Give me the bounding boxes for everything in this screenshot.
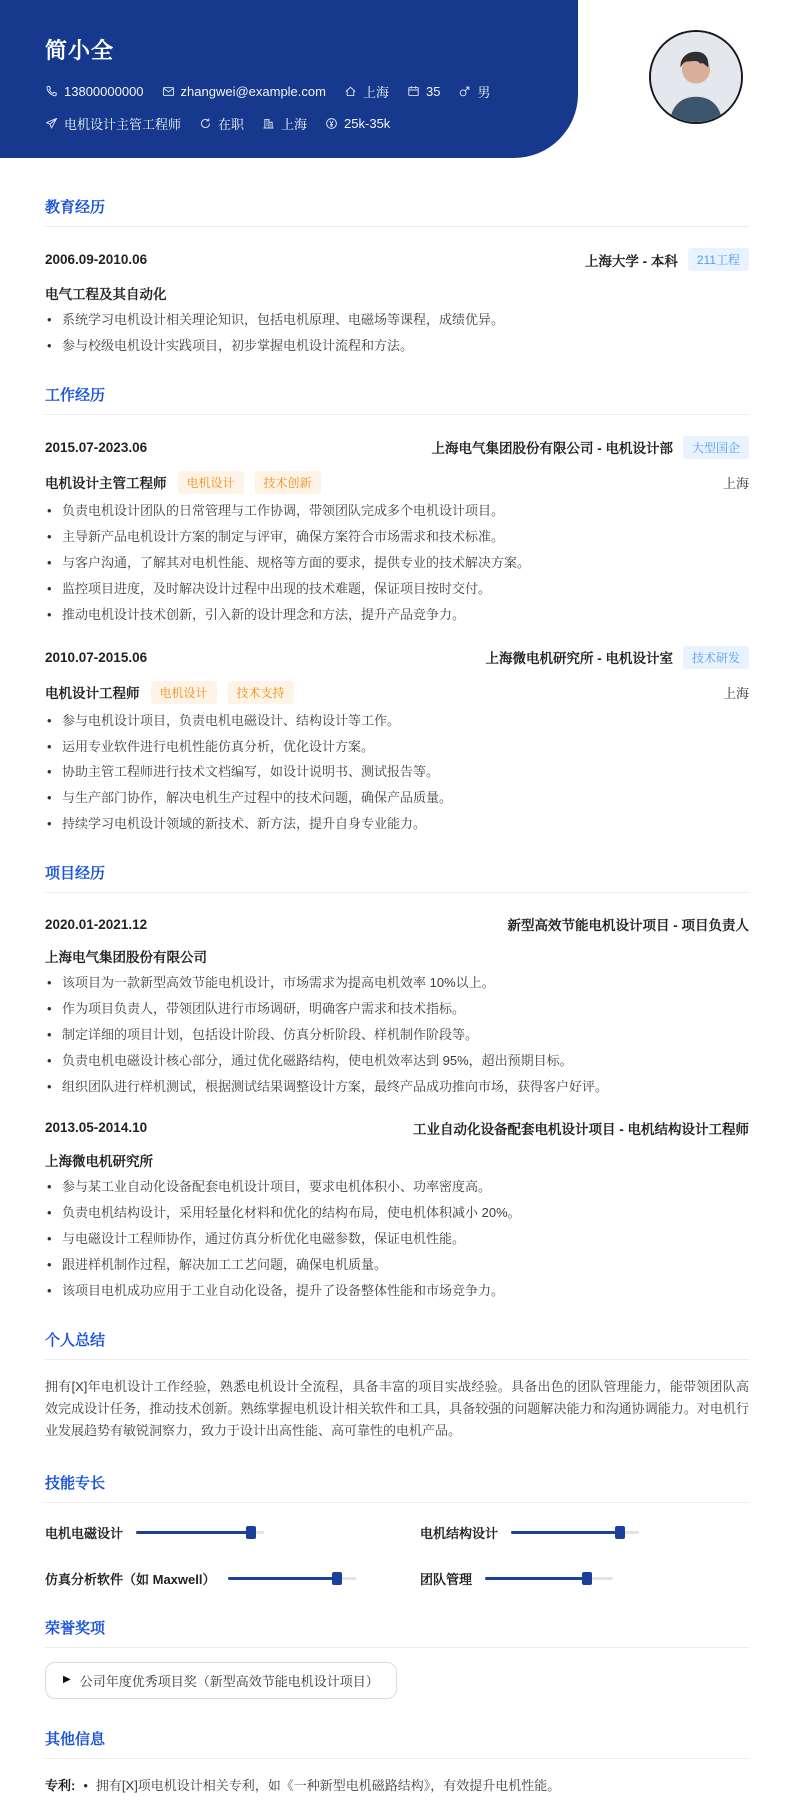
position-item [45, 114, 181, 133]
project-name: 工业自动化设备配套电机设计项目 - 电机结构设计工程师 [413, 1121, 749, 1137]
education-title: 教育经历 [45, 196, 749, 227]
age-icon [407, 85, 420, 98]
bullet-item: • 负责电机电磁设计核心部分，通过优化磁路结构，使电机效率达到 95%，超出预期目标。 [45, 1052, 749, 1070]
education-badge: 211工程 [688, 248, 749, 271]
slider-fill [228, 1577, 337, 1580]
project-entry-2 [45, 1118, 749, 1300]
phone-icon [45, 85, 58, 98]
email-value: zhangwei@example.com [180, 84, 326, 99]
slider-thumb[interactable] [246, 1526, 256, 1539]
bullet-item: • 运用专业软件进行电机性能仿真分析，优化设计方案。 [45, 738, 749, 756]
honor-chip [45, 1662, 397, 1699]
job-bullets [45, 712, 749, 834]
status-icon [199, 117, 212, 130]
job-badge: 大型国企 [683, 436, 749, 459]
age-value: 35 [425, 84, 441, 99]
avatar-photo-placeholder [651, 32, 741, 122]
project-name: 新型高效节能电机设计项目 - 项目负责人 [507, 918, 749, 934]
work-entry-1 [45, 436, 749, 624]
work-title: 工作经历 [45, 384, 749, 415]
work-city-item [262, 114, 307, 133]
gender-icon [458, 85, 471, 98]
position-icon [45, 117, 58, 130]
section-skills [45, 1472, 749, 1588]
section-education [45, 196, 749, 355]
job-role: 电机设计主管工程师 [45, 476, 167, 492]
bullet-item: • 参与某工业自动化设备配套电机设计项目，要求电机体积小、功率密度高。 [45, 1178, 749, 1196]
skill-slider[interactable] [485, 1572, 613, 1585]
contact-row-1 [45, 82, 578, 101]
resume-body [0, 196, 794, 1814]
section-work [45, 384, 749, 833]
slider-fill [485, 1577, 587, 1580]
patent-label: 专利: [45, 1777, 76, 1793]
slider-thumb[interactable] [332, 1572, 342, 1585]
section-summary [45, 1329, 749, 1443]
bullet-item: • 系统学习电机设计相关理论知识，包括电机原理、电磁场等课程，成绩优异。 [45, 311, 749, 329]
skill-item [420, 1569, 749, 1588]
bullet-item: • 协助主管工程师进行技术文档编写，如设计说明书、测试报告等。 [45, 763, 749, 781]
home-item [344, 82, 389, 101]
salary-icon [325, 117, 338, 130]
age-item [407, 84, 440, 99]
project-org: 上海电气集团股份有限公司 [45, 950, 207, 966]
skill-slider[interactable] [511, 1526, 639, 1539]
avatar [649, 30, 743, 124]
education-bullets [45, 311, 749, 355]
slider-thumb[interactable] [582, 1572, 592, 1585]
job-badge: 技术研发 [683, 646, 749, 669]
work-entry-2 [45, 646, 749, 834]
projects-title: 项目经历 [45, 862, 749, 893]
salary-item [325, 116, 390, 131]
slider-fill [511, 1531, 620, 1534]
job-location: 上海 [722, 685, 749, 701]
project-date: 2020.01-2021.12 [45, 916, 148, 932]
bullet-item: • 参与校级电机设计实践项目，初步掌握电机设计流程和方法。 [45, 337, 749, 355]
phone-item [45, 84, 144, 99]
section-projects [45, 862, 749, 1299]
project-entry-1 [45, 914, 749, 1096]
job-role: 电机设计工程师 [45, 686, 140, 702]
bullet-item: • 与电磁设计工程师协作，通过仿真分析优化电磁参数，保证电机性能。 [45, 1230, 749, 1248]
honors-title: 荣誉奖项 [45, 1617, 749, 1648]
contact-row-2 [45, 114, 578, 133]
patent-line [45, 1775, 749, 1794]
bullet-item: • 负责电机设计团队的日常管理与工作协调，带领团队完成多个电机设计项目。 [45, 502, 749, 520]
bullet-item: • 推动电机设计技术创新，引入新的设计理念和方法，提升产品竞争力。 [45, 606, 749, 624]
gender-value: 男 [477, 85, 491, 100]
bullet-item: • 持续学习电机设计领域的新技术、新方法，提升自身专业能力。 [45, 815, 749, 833]
bullet-item: • 制定详细的项目计划，包括设计阶段、仿真分析阶段、样机制作阶段等。 [45, 1026, 749, 1044]
bullet-item: • 参与电机设计项目，负责电机电磁设计、结构设计等工作。 [45, 712, 749, 730]
triangle-bullet-icon: ▶ [63, 1674, 71, 1686]
project-date: 2013.05-2014.10 [45, 1120, 148, 1136]
patent-dot: • [83, 1777, 88, 1793]
bullet-item: • 与生产部门协作，解决电机生产过程中的技术问题，确保产品质量。 [45, 789, 749, 807]
status-value: 在职 [218, 117, 245, 132]
skills-title: 技能专长 [45, 1472, 749, 1503]
job-tag: 技术创新 [255, 471, 321, 494]
bullet-item: • 监控项目进度，及时解决设计过程中出现的技术难题，保证项目按时交付。 [45, 580, 749, 598]
patent-text: 拥有[X]项电机设计相关专利，如《一种新型电机磁路结构》，有效提升电机性能。 [95, 1777, 561, 1793]
candidate-name: 简小全 [45, 38, 115, 63]
job-bullets [45, 502, 749, 624]
bullet-item: • 该项目为一款新型高效节能电机设计，市场需求为提高电机效率 10%以上。 [45, 974, 749, 992]
skill-label: 团队管理 [420, 1571, 473, 1587]
skill-item [45, 1569, 374, 1588]
city-icon [262, 117, 275, 130]
home-icon [344, 85, 357, 98]
education-date: 2006.09-2010.06 [45, 252, 148, 267]
bullet-item: • 跟进样机制作过程，解决加工工艺问题，确保电机质量。 [45, 1256, 749, 1274]
skill-slider[interactable] [136, 1526, 264, 1539]
job-date: 2015.07-2023.06 [45, 439, 148, 455]
job-company: 上海微电机研究所 - 电机设计室 [485, 651, 673, 667]
home-city-value: 上海 [362, 85, 389, 100]
work-city-value: 上海 [281, 117, 308, 132]
project-bullets [45, 974, 749, 1096]
other-title: 其他信息 [45, 1728, 749, 1759]
education-major: 电气工程及其自动化 [45, 287, 167, 302]
bullet-item: • 负责电机结构设计，采用轻量化材料和优化的结构布局，使电机体积减小 20%。 [45, 1204, 749, 1222]
job-location: 上海 [722, 475, 749, 491]
skill-slider[interactable] [228, 1572, 356, 1585]
skill-label: 仿真分析软件（如 Maxwell） [45, 1571, 216, 1587]
project-bullets [45, 1178, 749, 1300]
resume-header [0, 0, 794, 167]
status-item [199, 114, 244, 133]
project-org: 上海微电机研究所 [45, 1153, 153, 1169]
salary-value: 25k-35k [344, 116, 391, 131]
phone-value: 13800000000 [64, 84, 144, 99]
skill-item [420, 1523, 749, 1542]
skill-item [45, 1523, 374, 1542]
header-panel [0, 0, 578, 158]
gender-item [458, 82, 490, 101]
job-date: 2010.07-2015.06 [45, 649, 148, 665]
section-other [45, 1728, 749, 1794]
job-tag: 电机设计 [151, 681, 217, 704]
summary-text: 拥有[X]年电机设计工作经验，熟悉电机设计全流程，具备丰富的项目实战经验。具备出色的团队管理能力，能带领团队高效完成设计任务，推动技术创新。熟练掌握电机设计相关软件和工具，具备较强的问题解决能力和沟通协调能力。对电机行业发展趋势有敏锐洞察力，致力于设计出高性能、高可靠性的电机产品。 [45, 1378, 749, 1439]
bullet-item: • 主导新产品电机设计方案的制定与评审，确保方案符合市场需求和技术标准。 [45, 528, 749, 546]
slider-fill [136, 1531, 251, 1534]
skills-grid [45, 1523, 749, 1588]
bullet-item: • 作为项目负责人，带领团队进行市场调研，明确客户需求和技术指标。 [45, 1000, 749, 1018]
bullet-item: • 该项目电机成功应用于工业自动化设备，提升了设备整体性能和市场竞争力。 [45, 1282, 749, 1300]
job-tag: 技术支持 [228, 681, 294, 704]
bullet-item: • 与客户沟通，了解其对电机性能、规格等方面的要求，提供专业的技术解决方案。 [45, 554, 749, 572]
education-entry [45, 248, 749, 355]
job-tag: 电机设计 [178, 471, 244, 494]
education-school: 上海大学 - 本科 [584, 253, 678, 269]
summary-title: 个人总结 [45, 1329, 749, 1360]
honor-text: 公司年度优秀项目奖（新型高效节能电机设计项目） [79, 1673, 379, 1689]
email-item [162, 84, 326, 99]
skill-label: 电机电磁设计 [45, 1525, 124, 1541]
position-value: 电机设计主管工程师 [64, 117, 182, 132]
job-company: 上海电气集团股份有限公司 - 电机设计部 [431, 441, 673, 457]
slider-thumb[interactable] [615, 1526, 625, 1539]
skill-label: 电机结构设计 [420, 1525, 499, 1541]
email-icon [162, 85, 175, 98]
bullet-item: • 组织团队进行样机测试，根据测试结果调整设计方案，最终产品成功推向市场，获得客户好评。 [45, 1078, 749, 1096]
